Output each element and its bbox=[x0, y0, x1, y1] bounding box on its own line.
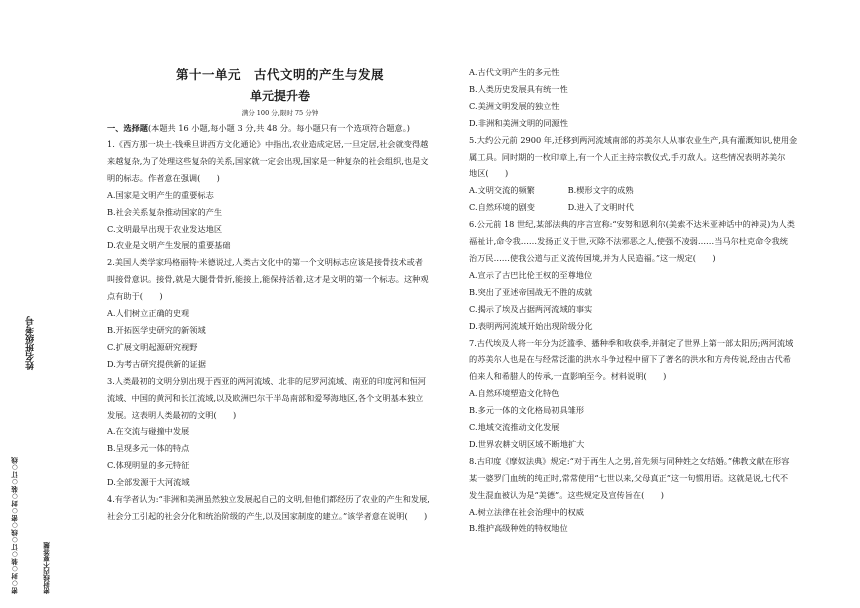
question-text-line: 明的标志。作者意在强调( ) bbox=[107, 172, 220, 183]
question-text-line: 的苏美尔人也是在与经常泛滥的洪水斗争过程中留下了著名的洪水和方舟传说,经由古代希 bbox=[469, 354, 791, 365]
question-text-line: 6.公元前 18 世纪,某部法典的序言宣称:“安努和恩利尔(美索不达米亚神话中的神灵)为人类 bbox=[469, 219, 795, 230]
question-text-line: 点有助于( ) bbox=[107, 291, 163, 302]
answer-option: C.文明最早出现于农业发达地区 bbox=[107, 223, 223, 234]
question-text-line: 7.古代埃及人将一年分为泛滥季、播种季和收获季,并制定了世界上第一部太阳历;两河流域 bbox=[469, 337, 794, 348]
answer-option: C.揭示了埃及占据两河流域的事实 bbox=[469, 303, 593, 314]
exam-subtitle: 单元提升卷 bbox=[249, 89, 310, 103]
answer-option: B.开拓医学史研究的新领域 bbox=[107, 324, 206, 335]
answer-option: B.人类历史发展具有统一性 bbox=[469, 83, 568, 94]
question-text-line: 2.美国人类学家玛格丽特·米德说过,人类古文化中的第一个文明标志应该是接骨技术或者 bbox=[107, 257, 423, 268]
question-text-line: 某一婆罗门血统的纯正时,常常使用“七世以来,父母真正”这一句惯用语。这就是说,七代不 bbox=[469, 472, 789, 483]
answer-option: A.宣示了古巴比伦王权的至尊地位 bbox=[469, 269, 593, 280]
question-text-line: 来越复杂,为了处理这些复杂的关系,国家就一定会出现,国家是一种复杂的社会组织,也是文 bbox=[107, 155, 429, 166]
question-text-line: 伯来人和希腊人的传承,一直影响至今。材料说明( ) bbox=[469, 371, 667, 382]
section-heading bbox=[107, 120, 453, 136]
answer-option: A.古代文明产生的多元性 bbox=[469, 67, 560, 77]
answer-option: B.多元一体的文化格局初具雏形 bbox=[469, 405, 585, 416]
answer-option: A.国家是文明产生的重要标志 bbox=[107, 189, 214, 200]
question-text-line: 社会分工引起的社会分化和统治阶级的产生,以及国家制度的建立。”该学者意在说明( ) bbox=[107, 510, 428, 521]
section-label: 一、选择题 bbox=[107, 123, 148, 133]
binding-margin bbox=[6, 300, 50, 600]
answer-option: C.美洲文明发展的独立性 bbox=[469, 100, 560, 111]
answer-option: A.人们树立正确的史观 bbox=[107, 308, 190, 319]
answer-option: B.突出了亚述帝国战无不胜的成就 bbox=[469, 286, 593, 297]
section-instructions: (本题共 16 小题,每小题 3 分,共 48 分。每小题只有一个选项符合题意。) bbox=[147, 123, 410, 133]
question-text-line: 4.有学者认为:“非洲和美洲虽然独立发展起自己的文明,但他们都经历了农业的产生和发展, bbox=[107, 494, 430, 505]
answer-option: D.全部发源于大河流域 bbox=[107, 477, 190, 488]
answer-option: A.文明交流的频繁 B.楔形文字的成熟 bbox=[469, 185, 634, 196]
question-text-line: 叫接骨意识。接骨,就是大腿骨骨折,能接上,能保持活着,这才是文明的第一个标志。这种观 bbox=[107, 274, 429, 285]
answer-option: B.呈现多元一体的特点 bbox=[107, 443, 190, 454]
question-text-line: 发生混血被认为是“美德”。这些规定及宣传旨在( ) bbox=[469, 489, 664, 500]
right-question-list bbox=[469, 64, 809, 537]
question-text-line: 3.人类最初的文明分别出现于西亚的两河流域、北非的尼罗河流域、南亚的印度河和恒河 bbox=[107, 375, 426, 386]
unit-title: 第十一单元 古代文明的产生与发展 bbox=[175, 67, 384, 82]
question-text-line: 地区( ) bbox=[469, 168, 509, 179]
student-info-label: 姓名班级考号 bbox=[26, 316, 36, 370]
left-question-list bbox=[107, 136, 453, 525]
right-column bbox=[469, 64, 809, 537]
seal-line-text: 密○封○装○订○线○密○封○装○订○线 bbox=[11, 457, 19, 594]
answer-option: D.表明两河流域开始出现阶级分化 bbox=[469, 320, 593, 331]
answer-option: C.扩展文明起源研究视野 bbox=[107, 341, 198, 352]
answer-option: C.体现明显的多元特征 bbox=[107, 460, 190, 471]
question-text-line: 1.《西方那一块土-钱乘旦讲西方文化通论》中指出,农业造成定居,一旦定居,社会就变得越 bbox=[107, 139, 429, 149]
question-text-line: 福祉计,命令我……发扬正义于世,灭除不法邪恶之人,使强不凌弱……当马尔杜克命令我统 bbox=[469, 236, 788, 247]
answer-option: C.地域交流推动文化发展 bbox=[469, 422, 560, 433]
answer-option: D.为考古研究提供新的证据 bbox=[107, 358, 206, 369]
question-text-line: 8.古印度《摩奴法典》规定:“对于再生人之男,首先须与同种姓之女结婚。”佛教文献在形容 bbox=[469, 455, 790, 466]
left-column bbox=[107, 64, 453, 525]
answer-option: C.自然环境的剧变 D.进入了文明时代 bbox=[469, 202, 634, 213]
answer-option: D.非洲和美洲文明的同源性 bbox=[469, 117, 568, 128]
answer-option: A.树立法律在社会治理中的权威 bbox=[469, 506, 584, 517]
question-text-line: 治万民……使我公道与正义流传国境,并为人民造福。”这一规定( ) bbox=[469, 252, 716, 263]
answer-option: D.农业是文明产生发展的重要基础 bbox=[107, 240, 231, 251]
no-answer-notice: 密封线内不要答题 bbox=[43, 542, 51, 594]
question-text-line: 流域、中国的黄河和长江流域,以及欧洲巴尔干半岛南部和爱琴海地区,各个文明基本独立 bbox=[107, 392, 424, 403]
score-time-info: 满分 100 分,限时 75 分钟 bbox=[241, 109, 319, 117]
answer-option: A.在交流与碰撞中发展 bbox=[107, 426, 190, 437]
answer-option: B.维护高级种姓的特权地位 bbox=[469, 523, 568, 534]
answer-option: B.社会关系复杂推动国家的产生 bbox=[107, 206, 223, 217]
answer-option: D.世界农耕文明区域不断地扩大 bbox=[469, 438, 585, 449]
question-text-line: 发展。这表明人类最初的文明( ) bbox=[107, 409, 237, 420]
question-text-line: 属工具。同时期的一枚印章上,有一个人正主持宗教仪式,手刃敌人。这些情况表明苏美尔 bbox=[469, 151, 786, 162]
answer-option: A.自然环境塑造文化特色 bbox=[469, 388, 560, 399]
question-text-line: 5.大约公元前 2900 年,迁移到两河流域南部的苏美尔人从事农业生产,具有灌溉知识,使用金 bbox=[469, 134, 798, 145]
